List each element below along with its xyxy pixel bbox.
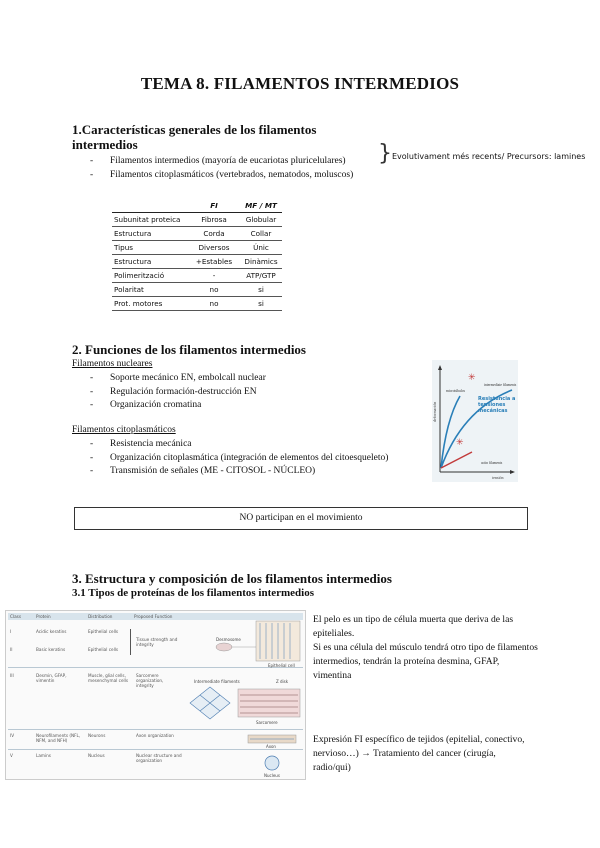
figure-header: Class (10, 614, 22, 619)
figure-header: Proposed Function (134, 614, 173, 619)
list-item: - Transmisión de señales (ME - CITOSOL - NÚCLEO) (90, 465, 420, 479)
curve-microtubules (441, 396, 460, 468)
graph-y-label: deformación (432, 401, 437, 422)
table-cell: Globular (240, 213, 282, 227)
figure-cell: Desmin, GFAP, vimentin (36, 673, 67, 683)
table-header: FI (188, 199, 240, 213)
figure-cell: Nucleus (88, 753, 105, 758)
table-cell: Polimerització (112, 269, 188, 283)
table-header: MF / MT (240, 199, 282, 213)
nucleus-shape (265, 756, 279, 770)
no-movement-box: NO participan en el movimiento (74, 507, 528, 530)
protein-types-figure (5, 610, 306, 780)
x-arrow-icon (510, 470, 515, 474)
figure-cell: Epithelial cells (88, 629, 119, 634)
cyto-label: Filamentos citoplasmáticos (72, 425, 176, 435)
figure-cell: Axon organization (136, 733, 174, 738)
list-item: - Soporte mecánico EN, embolcall nuclear (90, 372, 390, 386)
table-cell: Estructura (112, 227, 188, 241)
label-epithelial-cell: Epithelial cell (268, 663, 295, 668)
table-row (112, 255, 282, 269)
figure-cell: Muscle, glial cells, mesenchymal cells (88, 673, 129, 683)
figure-cell: IV (10, 733, 15, 738)
hair-note: El pelo es un tipo de célula muerta que deriva de las epiteliales. Si es una célula del músculo tendrá otro tipo de filamentos intermedios, tendrán la proteína desmina, GFAP, vimentina (313, 614, 538, 681)
table-cell: Subunitat proteica (112, 213, 188, 227)
table-cell: - (188, 269, 240, 283)
table-row (112, 227, 282, 241)
table-cell: Fibrosa (188, 213, 240, 227)
bracket-line (130, 629, 131, 655)
page-title: TEMA 8. FILAMENTOS INTERMEDIOS (140, 74, 460, 93)
list-item: - Filamentos citoplasmáticos (vertebrados, nematodos, moluscos) (90, 169, 390, 183)
graph-curve-mid-label: intermediate filaments (484, 383, 517, 387)
table-row (112, 283, 282, 297)
section1-list (90, 155, 390, 182)
graph-curve-top-label: microtúbulos (446, 389, 465, 393)
figure-cell: Basic keratins (36, 647, 66, 652)
filament-network (190, 687, 230, 719)
section3-subheading: 3.1 Tipos de proteínas de los filamentos intermedios (72, 587, 315, 599)
table-row (112, 241, 282, 255)
table-cell: ATP/GTP (240, 269, 282, 283)
label-nucleus: Nucleus (264, 773, 280, 778)
table-cell: Estructura (112, 255, 188, 269)
label-sarcomere: Sarcomere (256, 720, 278, 725)
figure-cell: Neurofilaments (NFL, NFM, and NFH) (36, 733, 81, 743)
table-cell: Polaritat (112, 283, 188, 297)
figure-cell: I (10, 629, 12, 634)
table-cell: +Estables (188, 255, 240, 269)
figure-cell: Neurons (88, 733, 106, 738)
label-z-disk: Z disk (276, 679, 289, 684)
table-cell: Únic (240, 241, 282, 255)
graph-curve-bottom-label: actin filaments (481, 461, 503, 465)
figure-header: Distribution (88, 614, 113, 619)
table-cell: no (188, 283, 240, 297)
table-cell: Dinàmics (240, 255, 282, 269)
figure-cell: Acidic keratins (36, 629, 67, 634)
break-star-icon: ✳ (456, 437, 464, 447)
figure-cell: V (10, 753, 13, 758)
figure-cell: Lamins (36, 753, 51, 758)
tissue-expression-note: Expresión FI específico de tejidos (epitelial, conectivo, nervioso…) → Tratamiento del cancer (cirugía, radio/qui) (313, 734, 525, 773)
label-intermediate-filaments: Intermediate filaments (194, 679, 240, 684)
cyto-list (90, 438, 420, 479)
section1-heading: 1.Características generales de los filamentos intermedios (72, 122, 317, 152)
section2-heading: 2. Funciones de los filamentos intermedios (72, 342, 306, 357)
right-brace-icon: } (378, 141, 392, 166)
table-cell: Tipus (112, 241, 188, 255)
desmosome-shape (216, 643, 232, 651)
break-star-icon: ✳ (468, 372, 476, 382)
table-row (112, 213, 282, 227)
table-row (112, 297, 282, 311)
figure-illustrations (186, 611, 304, 779)
graph-svg (432, 360, 518, 482)
graph-highlight: Resistencia a tensiones mecánicas (478, 396, 516, 414)
table-cell: Prot. motores (112, 297, 188, 311)
comparison-table (112, 199, 282, 311)
figure-cell: Tissue strength and integrity (136, 637, 178, 647)
label-desmosome: Desmosome (216, 637, 241, 642)
list-item: - Regulación formación-destrucción EN (90, 386, 390, 400)
section3-heading: 3. Estructura y composición de los filamentos intermedios (72, 571, 392, 586)
list-item: - Filamentos intermedios (mayoría de eucariotas pluricelulares) (90, 155, 390, 169)
curve-actin (441, 452, 472, 468)
list-item: - Resistencia mecánica (90, 438, 420, 452)
table-cell: si (240, 297, 282, 311)
figure-header: Protein (36, 614, 51, 619)
figure-cell: Epithelial cells (88, 647, 119, 652)
table-row (112, 269, 282, 283)
label-axon: Axon (266, 744, 276, 749)
y-arrow-icon (438, 365, 442, 370)
table-cell: Diversos (188, 241, 240, 255)
table-header-row (112, 199, 282, 213)
resistance-graph (432, 360, 518, 482)
figure-cell: Sarcomere organization, integrity (136, 673, 164, 688)
figure-cell: II (10, 647, 13, 652)
table-cell: Collar (240, 227, 282, 241)
side-note: Evolutivament més recents/ Precursors: lamines (392, 152, 586, 161)
figure-cell: Nuclear structure and organization (136, 753, 182, 763)
nuclear-label: Filamentos nucleares (72, 359, 153, 369)
graph-x-label: tensión (492, 475, 504, 480)
table-header (112, 199, 188, 213)
figure-cell: III (10, 673, 14, 678)
list-item: - Organización citoplasmática (integración de elementos del citoesqueleto) (90, 452, 420, 466)
table-cell: no (188, 297, 240, 311)
nuclear-list (90, 372, 390, 413)
list-item: - Organización cromatina (90, 399, 390, 413)
table-cell: Corda (188, 227, 240, 241)
table-cell: si (240, 283, 282, 297)
